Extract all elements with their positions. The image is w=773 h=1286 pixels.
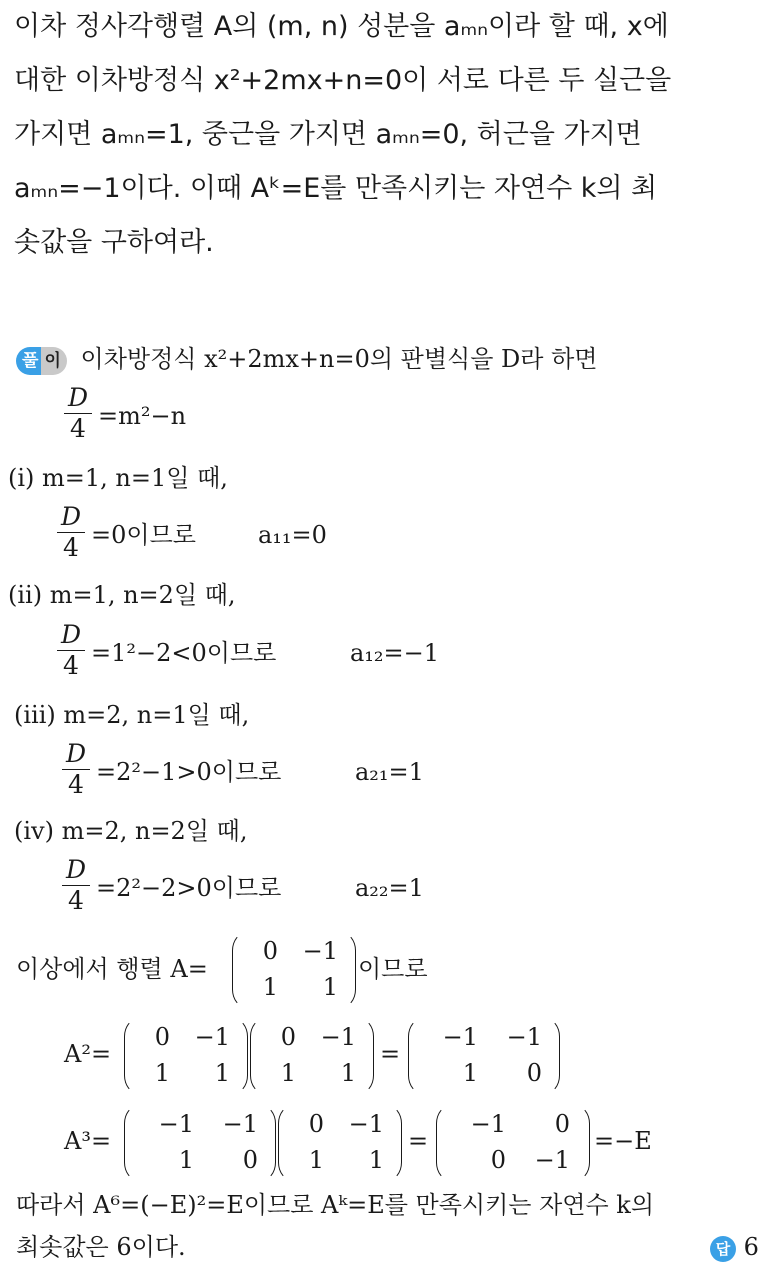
fraction-numerator: D xyxy=(65,739,87,768)
a2-label: A²= xyxy=(64,1040,112,1068)
problem-line: 솟값을 구하여라. xyxy=(14,227,214,258)
case-3-expression: =2²−1>0이므로 xyxy=(96,758,282,786)
a2-factor-1 xyxy=(124,1018,248,1092)
a2-factor-2 xyxy=(250,1018,374,1092)
case-3-result: a₂₁=1 xyxy=(355,758,424,786)
case-2-result: a₁₂=−1 xyxy=(350,639,440,667)
left-paren xyxy=(436,1105,451,1181)
matrix-cell: 0 xyxy=(242,1146,258,1174)
fraction-numerator: D xyxy=(60,620,82,649)
matrix-cell: −1 xyxy=(442,1023,478,1051)
matrix-suffix: 이므로 xyxy=(358,955,428,983)
answer-value: 6 xyxy=(743,1233,759,1261)
fraction-numerator: D xyxy=(60,502,82,531)
right-paren xyxy=(575,1105,590,1181)
fraction-numerator: D xyxy=(65,855,87,884)
matrix-cell: 0 xyxy=(490,1146,506,1174)
case-1-label: (ⅰ) m=1, n=1일 때, xyxy=(8,464,228,492)
matrix-cell: 1 xyxy=(462,1059,478,1087)
a3-result xyxy=(436,1105,590,1179)
matrix-cell: 1 xyxy=(262,973,278,1001)
fraction-denominator: 4 xyxy=(68,886,84,915)
badge-left: 풀 xyxy=(16,347,41,375)
matrix-cell: 1 xyxy=(308,1146,324,1174)
case-4-fraction xyxy=(60,855,92,916)
fraction-denominator: 4 xyxy=(70,414,86,443)
matrix-cell: −1 xyxy=(320,1023,356,1051)
matrix-cell: 0 xyxy=(308,1110,324,1138)
right-paren xyxy=(359,1018,374,1094)
fraction-d-over-4 xyxy=(62,383,94,444)
a3-label: A³= xyxy=(64,1127,112,1155)
conclusion-line-1: 따라서 A⁶=(−E)²=E이므로 Aᵏ=E를 만족시키는 자연수 k의 xyxy=(16,1191,655,1219)
right-paren xyxy=(233,1018,248,1094)
a3-factor-1 xyxy=(124,1105,276,1179)
matrix-cell: −1 xyxy=(194,1023,230,1051)
fraction-denominator: 4 xyxy=(63,533,79,562)
conclusion-line-2: 최솟값은 6이다. xyxy=(16,1233,186,1261)
solution-intro: 이차방정식 x²+2mx+n=0의 판별식을 D라 하면 xyxy=(80,345,598,373)
case-1-fraction xyxy=(55,502,87,563)
case-1-expression: =0이므로 xyxy=(91,521,196,549)
matrix-cell: 1 xyxy=(280,1059,296,1087)
problem-line: 가지면 aₘₙ=1, 중근을 가지면 aₘₙ=0, 허근을 가지면 xyxy=(14,119,642,150)
fraction-denominator: 4 xyxy=(68,770,84,799)
answer xyxy=(710,1232,759,1262)
matrix-cell: −1 xyxy=(158,1110,194,1138)
matrix-cell: 0 xyxy=(526,1059,542,1087)
matrix-cell: −1 xyxy=(302,937,338,965)
right-paren xyxy=(545,1018,560,1094)
case-2-label: (ⅱ) m=1, n=2일 때, xyxy=(8,581,236,609)
matrix-cell: 1 xyxy=(340,1059,356,1087)
a3-tail: =−E xyxy=(594,1127,652,1155)
matrix-cell: 0 xyxy=(154,1023,170,1051)
matrix-cell: −1 xyxy=(222,1110,258,1138)
case-4-label: (ⅳ) m=2, n=2일 때, xyxy=(14,817,248,845)
matrix-cell: −1 xyxy=(506,1023,542,1051)
a2-result xyxy=(408,1018,560,1092)
matrix-cell: −1 xyxy=(470,1110,506,1138)
right-paren xyxy=(341,932,356,1008)
a3-factor-2 xyxy=(278,1105,402,1179)
matrix-cell: −1 xyxy=(348,1110,384,1138)
discriminant-expression: =m²−n xyxy=(98,402,187,430)
left-paren xyxy=(124,1018,139,1094)
matrix-a xyxy=(232,932,356,1006)
matrix-cell: 1 xyxy=(368,1146,384,1174)
case-4-result: a₂₂=1 xyxy=(355,874,424,902)
matrix-cell: −1 xyxy=(534,1146,570,1174)
matrix-cell: 1 xyxy=(178,1146,194,1174)
matrix-cell: 0 xyxy=(280,1023,296,1051)
matrix-cell: 1 xyxy=(214,1059,230,1087)
equals-sign: = xyxy=(408,1127,429,1155)
problem-line: aₘₙ=−1이다. 이때 Aᵏ=E를 만족시키는 자연수 k의 최 xyxy=(14,173,658,204)
answer-badge: 답 xyxy=(710,1236,736,1262)
case-1-result: a₁₁=0 xyxy=(258,521,327,549)
matrix-cell: 1 xyxy=(322,973,338,1001)
equals-sign: = xyxy=(380,1040,401,1068)
case-2-fraction xyxy=(55,620,87,681)
right-paren xyxy=(261,1105,276,1181)
matrix-cell: 0 xyxy=(262,937,278,965)
problem-line: 이차 정사각행렬 A의 (m, n) 성분을 aₘₙ이라 할 때, x에 xyxy=(14,11,669,42)
left-paren xyxy=(232,932,247,1008)
case-4-expression: =2²−2>0이므로 xyxy=(96,874,282,902)
solution-badge xyxy=(16,347,67,375)
right-paren xyxy=(387,1105,402,1181)
left-paren xyxy=(408,1018,423,1094)
left-paren xyxy=(278,1105,293,1181)
matrix-intro: 이상에서 행렬 A= xyxy=(16,955,208,983)
matrix-cell: 1 xyxy=(154,1059,170,1087)
case-3-label: (ⅲ) m=2, n=1일 때, xyxy=(14,701,250,729)
solution-intro-row xyxy=(16,344,597,375)
case-3-fraction xyxy=(60,739,92,800)
problem-line: 대한 이차방정식 x²+2mx+n=0이 서로 다른 두 실근을 xyxy=(14,65,672,96)
matrix-cell: 0 xyxy=(554,1110,570,1138)
fraction-denominator: 4 xyxy=(63,651,79,680)
left-paren xyxy=(250,1018,265,1094)
fraction-numerator: D xyxy=(67,383,89,412)
case-2-expression: =1²−2<0이므로 xyxy=(91,639,277,667)
left-paren xyxy=(124,1105,139,1181)
badge-right: 이 xyxy=(41,347,66,375)
